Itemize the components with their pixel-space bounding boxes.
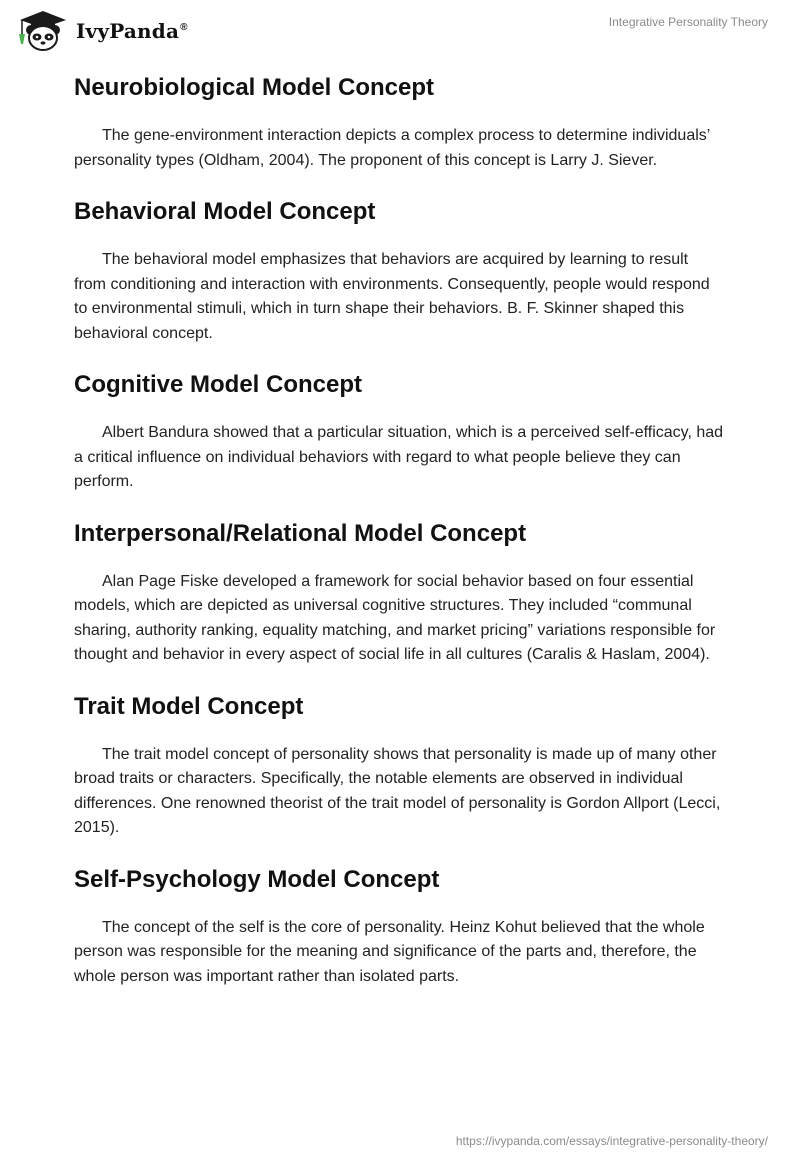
section-heading: Cognitive Model Concept <box>74 371 362 398</box>
section-neurobiological <box>74 71 724 173</box>
section-heading: Trait Model Concept <box>74 692 304 720</box>
registered-mark: ® <box>180 22 188 34</box>
section-paragraph: The gene-environment interaction depicts a complex process to determine individuals’ personality types (Oldham, 2004). The proponent of this concept is Larry J. Siever. <box>74 127 710 169</box>
section-paragraph: The concept of the self is the core of personality. Heinz Kohut believed that the whole person was responsible for the meaning and significance of the parts and, therefore, the whole person was important rather than isolated parts. <box>74 918 705 985</box>
section-heading: Self-Psychology Model Concept <box>74 865 440 893</box>
section-trait <box>74 690 724 841</box>
section-heading: Neurobiological Model Concept <box>74 74 435 101</box>
source-url[interactable]: https://ivypanda.com/essays/integrative-personality-theory/ <box>455 1134 768 1148</box>
section-self-psychology <box>74 863 724 990</box>
section-cognitive <box>74 368 724 495</box>
brand-name: IvyPanda® <box>76 19 188 43</box>
section-behavioral <box>74 195 724 346</box>
brand-logo[interactable] <box>14 8 188 52</box>
section-paragraph: Alan Page Fiske developed a framework for social behavior based on four essential models, which are depicted as universal cognitive structures. They included “communal sharing, authority ranking, equality matching, and market pricing” variations responsible for thought and behavior in every aspect of social life in all cultures (Caralis & Haslam, 2004). <box>74 572 716 663</box>
document-title: Integrative Personality Theory <box>608 15 768 29</box>
section-paragraph: The trait model concept of personality shows that personality is made up of many other broad traits or characters. Specifically, the notable elements are observed in individual differences. One renowned theorist of the trait model of personality is Gordon Allport (Lecci, 2015). <box>74 745 721 836</box>
section-interpersonal <box>74 517 724 668</box>
panda-graduation-cap-icon <box>14 8 72 52</box>
section-paragraph: The behavioral model emphasizes that behaviors are acquired by learning to result from conditioning and interaction with environments. Consequently, people would respond to environmental stimuli, which in turn shape their behaviors. B. F. Skinner shaped this behavioral concept. <box>74 251 710 342</box>
essay-content <box>74 71 724 1011</box>
section-heading: Interpersonal/Relational Model Concept <box>74 519 527 547</box>
section-paragraph: Albert Bandura showed that a particular situation, which is a perceived self-efficacy, had a critical influence on individual behaviors with regard to what people believe they can perform. <box>74 424 724 490</box>
section-heading: Behavioral Model Concept <box>74 198 376 225</box>
